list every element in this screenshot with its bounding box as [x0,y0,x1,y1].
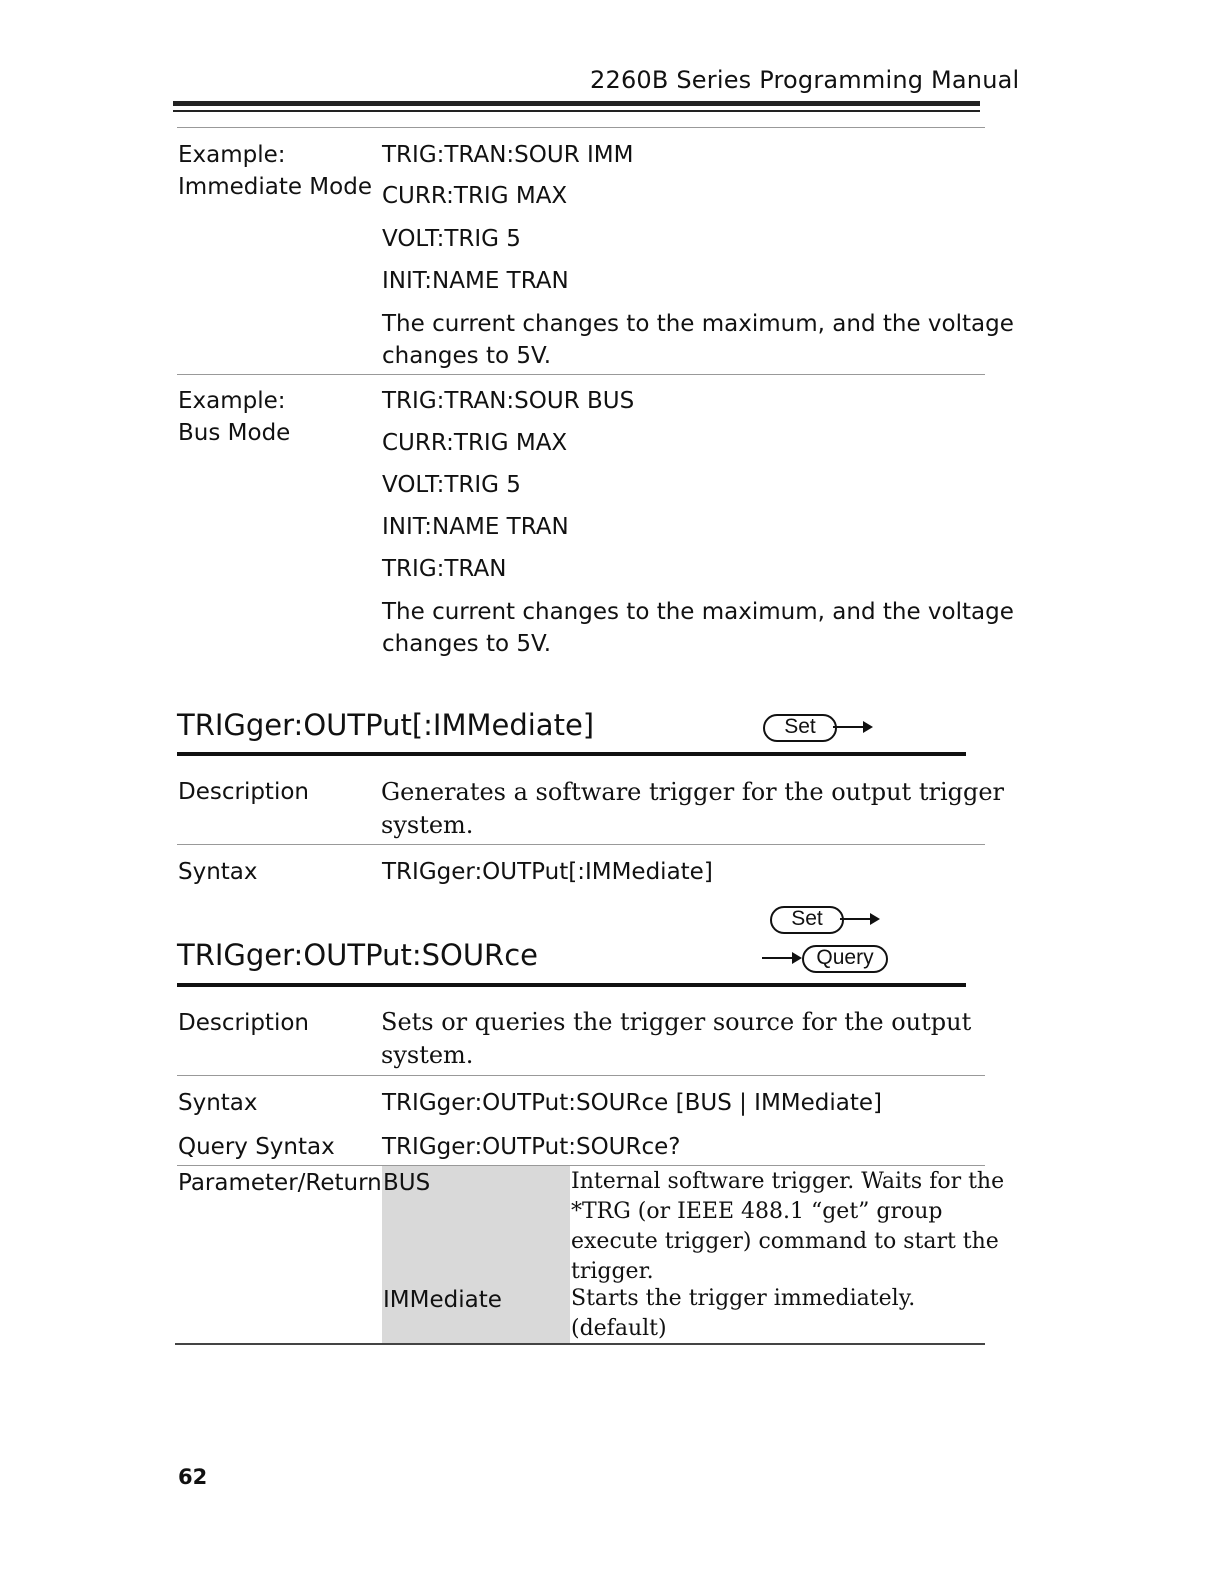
description-text: Sets or queries the trigger source for the output [381,1008,972,1036]
description-label: Description [178,1010,309,1036]
description-text: system. [381,1041,474,1069]
query-badge: Query [802,945,888,973]
example-note: changes to 5V. [382,631,552,657]
page-number: 62 [178,1465,208,1489]
table-divider [177,844,985,845]
syntax-label: Syntax [178,859,258,885]
example-mode-label: Bus Mode [178,420,291,446]
section-title: TRIGger:OUTPut:SOURce [177,938,538,972]
set-badge: Set [763,714,837,742]
example-command: TRIG:TRAN [382,556,507,582]
header-rule-thick [173,101,980,106]
syntax-value: TRIGger:OUTPut:SOURce [BUS | IMMediate] [382,1090,883,1116]
parameter-description-line: *TRG (or IEEE 488.1 “get” group [571,1199,943,1224]
section-title: TRIGger:OUTPut[:IMMediate] [177,708,595,742]
parameter-description-line: (default) [571,1316,667,1341]
parameter-name: IMMediate [383,1287,502,1313]
header-rule-thin [173,110,980,112]
parameter-description [571,1284,915,1344]
table-divider [177,127,985,128]
set-badge: Set [770,906,844,934]
example-command: INIT:NAME TRAN [382,268,569,294]
example-note: The current changes to the maximum, and the voltage [382,311,1014,337]
example-note: The current changes to the maximum, and the voltage [382,599,1014,625]
example-note: changes to 5V. [382,343,552,369]
parameter-label: Parameter/Return [178,1170,382,1196]
parameter-description [571,1167,1004,1287]
parameter-description-line: Internal software trigger. Waits for the [571,1169,1005,1194]
parameter-description-line: Starts the trigger immediately. [571,1286,916,1311]
example-command: CURR:TRIG MAX [382,430,568,456]
example-label: Example: [178,388,286,414]
query-syntax-label: Query Syntax [178,1134,335,1160]
description-text: system. [381,811,474,839]
example-command: TRIG:TRAN:SOUR BUS [382,388,635,414]
query-syntax-value: TRIGger:OUTPut:SOURce? [382,1134,681,1160]
set-arrow-icon [833,719,875,735]
example-command: VOLT:TRIG 5 [382,226,521,252]
section-rule [177,752,966,756]
parameter-name: BUS [383,1170,431,1196]
section-rule [177,983,966,987]
description-text: Generates a software trigger for the output trigger [381,778,1005,806]
parameter-description-line: execute trigger) command to start the [571,1229,999,1254]
example-command: TRIG:TRAN:SOUR IMM [382,142,634,168]
header-title: 2260B Series Programming Manual [590,66,1020,94]
query-arrow-icon [762,950,804,966]
example-mode-label: Immediate Mode [178,174,372,200]
example-command: VOLT:TRIG 5 [382,472,521,498]
table-divider [177,374,985,375]
table-bottom-rule [175,1343,985,1345]
example-command: INIT:NAME TRAN [382,514,569,540]
parameter-description-line: trigger. [571,1259,654,1284]
description-label: Description [178,779,309,805]
example-command: CURR:TRIG MAX [382,183,568,209]
table-divider [177,1075,985,1076]
table-divider [177,1165,985,1166]
set-arrow-icon [840,911,882,927]
example-label: Example: [178,142,286,168]
syntax-label: Syntax [178,1090,258,1116]
syntax-value: TRIGger:OUTPut[:IMMediate] [382,859,713,885]
